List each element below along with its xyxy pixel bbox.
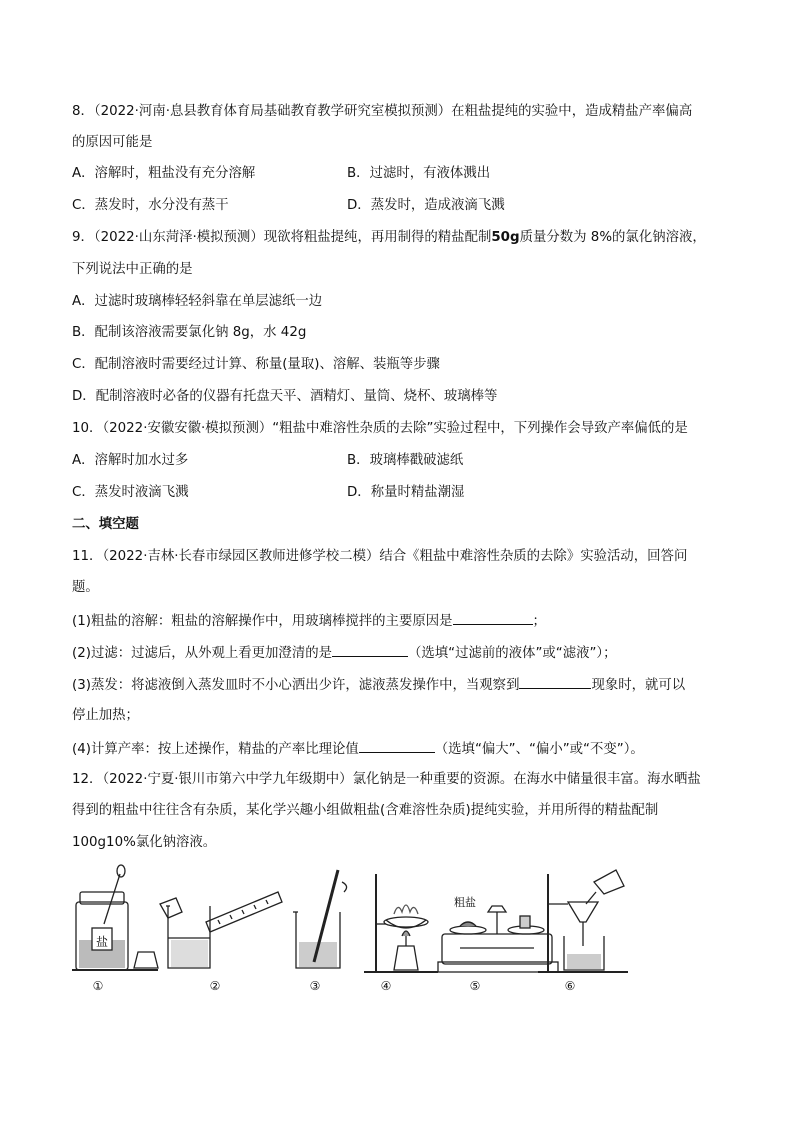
q11-part1-end: ； [532, 614, 546, 629]
q11-part1 [72, 610, 546, 632]
q8-option-b: B．过滤时，有液体溅出 [347, 166, 491, 181]
pouring-cylinder-illustration [160, 892, 282, 968]
q11-part1-text: (1)粗盐的溶解：粗盐的溶解操作中，用玻璃棒搅拌的主要原因是 [72, 614, 453, 629]
figure-label-2: ② [209, 979, 221, 993]
q8-option-d: D．蒸发时，造成液滴飞溅 [347, 198, 505, 213]
q10-option-d: D．称量时精盐潮湿 [347, 485, 465, 500]
q9-option-c: C．配制溶液时需要经过计算、称量(量取)、溶解、装瓶等步骤 [72, 357, 440, 372]
q11-part3-text: (3)蒸发：将滤液倒入蒸发皿时不小心洒出少许，滤液蒸发操作中，当观察到 [72, 678, 520, 693]
balance-illustration [438, 906, 558, 972]
q11-part3 [72, 674, 685, 696]
q10-option-a: A．溶解时加水过多 [72, 453, 189, 468]
balance-label: 粗盐 [454, 896, 476, 909]
figure-label-1: ① [92, 979, 104, 993]
q11-part2-end: （选填“过滤前的液体”或“滤液”）； [408, 646, 617, 661]
q12-stem-line2: 得到的粗盐中往往含有杂质，某化学兴趣小组做粗盐(含难溶性杂质)提纯实验，并用所得的精盐配制 [72, 803, 659, 818]
q12-stem-line3: 100g10%氯化钠溶液。 [72, 835, 217, 850]
figure-label-5: ⑤ [469, 979, 481, 993]
q8-stem-line1: 8．（2022·河南·息县教育体育局基础教育教学研究室模拟预测）在粗盐提纯的实验中，造成精盐产率偏高 [72, 104, 693, 119]
salt-jar-illustration [72, 865, 158, 970]
figure-label-4: ④ [380, 979, 392, 993]
q10-option-c: C．蒸发时液滴飞溅 [72, 485, 189, 500]
q10-stem: 10．（2022·安徽安徽·模拟预测）“粗盐中难溶性杂质的去除”实验过程中，下列操作会导致产率偏低的是 [72, 421, 688, 436]
q11-answer-blank-2[interactable] [332, 642, 408, 657]
q9-stem-line2: 下列说法中正确的是 [72, 262, 193, 277]
q9-option-d: D．配制溶液时必备的仪器有托盘天平、酒精灯、量筒、烧杯、玻璃棒等 [72, 389, 498, 404]
figure-label-6: ⑥ [564, 979, 576, 993]
q11-part4-text: (4)计算产率：按上述操作，精盐的产率比理论值 [72, 742, 359, 757]
q11-part3-line2: 停止加热； [72, 708, 139, 723]
q8-option-c: C．蒸发时，水分没有蒸干 [72, 198, 229, 213]
q11-answer-blank-1[interactable] [453, 610, 533, 625]
figure-label-3: ③ [309, 979, 321, 993]
q11-part2-text: (2)过滤：过滤后，从外观上看更加澄清的是 [72, 646, 332, 661]
apparatus-figure [68, 862, 688, 997]
q11-stem-line2: 题。 [72, 580, 99, 595]
stirring-beaker-illustration [293, 870, 347, 968]
q11-part3-end: 现象时，就可以 [591, 678, 686, 693]
q11-answer-blank-3[interactable] [519, 674, 591, 689]
q9-stem-mass: 50g [491, 230, 520, 245]
q11-part4-end: （选填“偏大”、“偏小”或“不变”）。 [434, 742, 644, 757]
q9-stem-part1: 9．（2022·山东菏泽·模拟预测）现欲将粗盐提纯，再用制得的精盐配制 [72, 230, 492, 245]
q9-stem-line1 [72, 228, 706, 248]
q12-stem-line1: 12．（2022·宁夏·银川市第六中学九年级期中）氯化钠是一种重要的资源。在海水中储量很丰富。海水晒盐 [72, 772, 701, 787]
q9-option-b: B．配制该溶液需要氯化钠 8g，水 42g [72, 325, 307, 340]
q9-stem-part2: 质量分数为 8%的氯化钠溶液， [519, 230, 706, 245]
q11-answer-blank-4[interactable] [359, 738, 435, 753]
q11-part4 [72, 738, 644, 760]
section-heading: 二、填空题 [72, 517, 139, 532]
q9-option-a: A．过滤时玻璃棒轻轻斜靠在单层滤纸一边 [72, 294, 323, 309]
jar-label: 盐 [96, 935, 109, 949]
q8-option-a: A．溶解时，粗盐没有充分溶解 [72, 166, 256, 181]
evaporation-illustration [364, 874, 438, 972]
q8-stem-line2: 的原因可能是 [72, 135, 153, 150]
q11-part2 [72, 642, 617, 664]
q10-option-b: B．玻璃棒戳破滤纸 [347, 453, 464, 468]
q11-stem-line1: 11．（2022·吉林·长春市绿园区教师进修学校二模）结合《粗盐中难溶性杂质的去除》实验活动，回答问 [72, 549, 688, 564]
